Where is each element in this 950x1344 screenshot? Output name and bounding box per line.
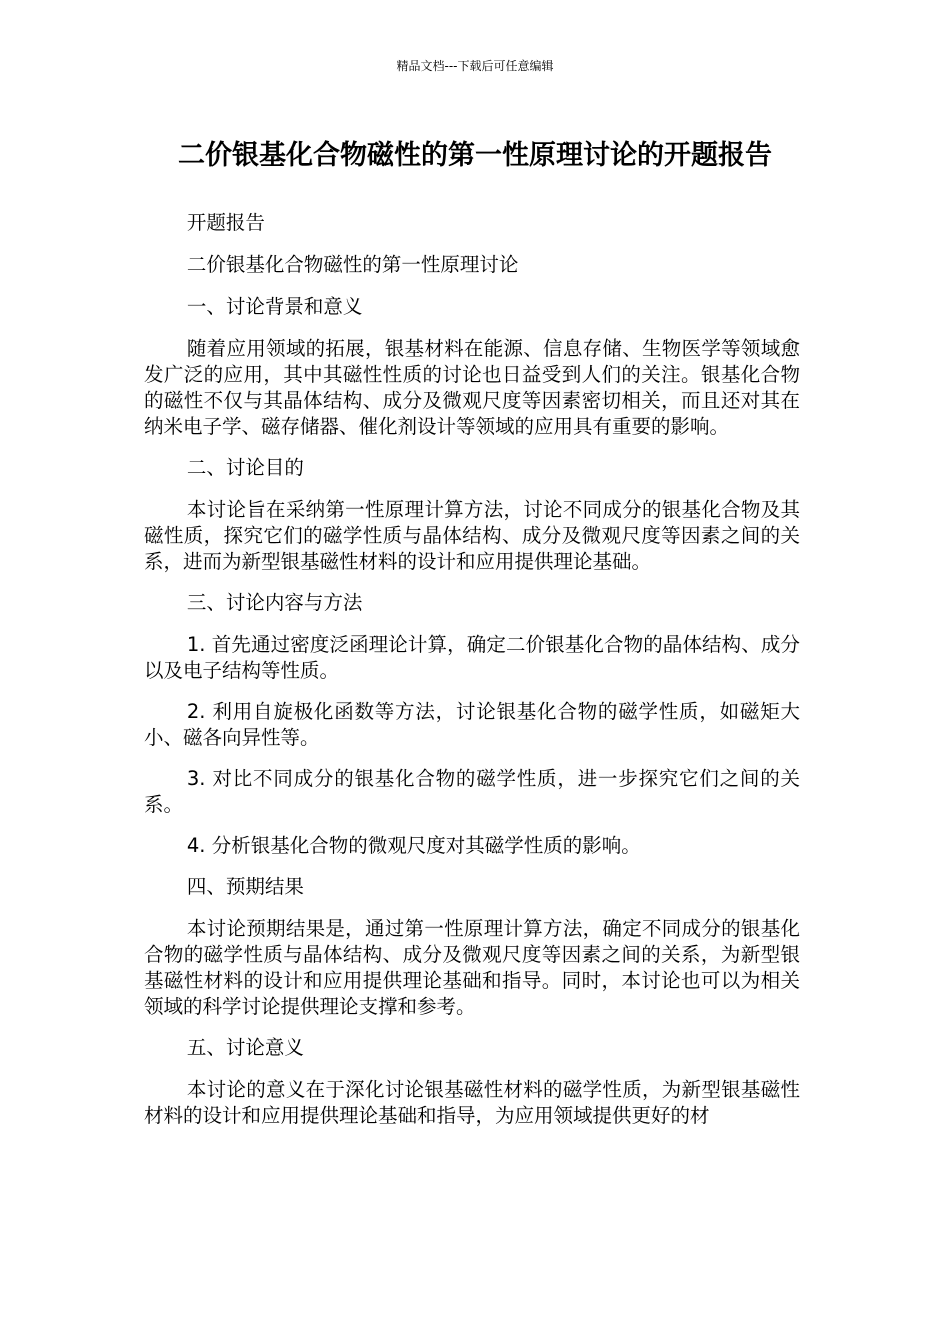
section-heading-expected-results: 四、预期结果 <box>186 875 304 898</box>
paragraph-purpose: 本讨论旨在采纳第一性原理计算方法，讨论不同成分的银基化合物及其磁性质，探究它们的磁学性质与晶体结构、成分及微观尺度等因素之间的关系，进而为新型银基磁性材料的设计和应用提供理论基础。 <box>144 498 800 573</box>
section-heading-purpose: 二、讨论目的 <box>186 456 304 479</box>
report-subject: 二价银基化合物磁性的第一性原理讨论 <box>186 253 519 276</box>
report-label: 开题报告 <box>186 211 265 234</box>
paragraph-background: 随着应用领域的拓展，银基材料在能源、信息存储、生物医学等领域愈发广泛的应用，其中其磁性性质的讨论也日益受到人们的关注。银基化合物的磁性不仅与其晶体结构、成分及微观尺度等因素密切相关，而且还对其在纳米电子学、磁存储器、催化剂设计等领域的应用具有重要的影响。 <box>144 337 800 438</box>
paragraph-significance: 本讨论的意义在于深化讨论银基磁性材料的磁学性质，为新型银基磁性材料的设计和应用提供理论基础和指导，为应用领域提供更好的材 <box>144 1078 800 1127</box>
document-body <box>144 210 800 1144</box>
header-note: 精品文档---下载后可任意编辑 <box>396 59 554 73</box>
method-item-4: 4. 分析银基化合物的微观尺度对其磁学性质的影响。 <box>186 834 641 857</box>
document-title: 二价银基化合物磁性的第一性原理讨论的开题报告 <box>178 140 772 171</box>
section-heading-methods: 三、讨论内容与方法 <box>186 591 363 614</box>
paragraph-expected-results: 本讨论预期结果是，通过第一性原理计算方法，确定不同成分的银基化合物的磁学性质与晶体结构、成分及微观尺度等因素之间的关系，为新型银基磁性材料的设计和应用提供理论基础和指导。同时，本讨论也可以为相关领域的科学讨论提供理论支撑和参考。 <box>144 917 800 1018</box>
method-item-3: 3. 对比不同成分的银基化合物的磁学性质，进一步探究它们之间的关系。 <box>144 767 800 816</box>
method-item-1: 1. 首先通过密度泛函理论计算，确定二价银基化合物的晶体结构、成分以及电子结构等性质。 <box>144 633 800 682</box>
section-heading-background: 一、讨论背景和意义 <box>186 295 363 318</box>
section-heading-significance: 五、讨论意义 <box>186 1036 304 1059</box>
method-item-2: 2. 利用自旋极化函数等方法，讨论银基化合物的磁学性质，如磁矩大小、磁各向异性等。 <box>144 700 800 749</box>
